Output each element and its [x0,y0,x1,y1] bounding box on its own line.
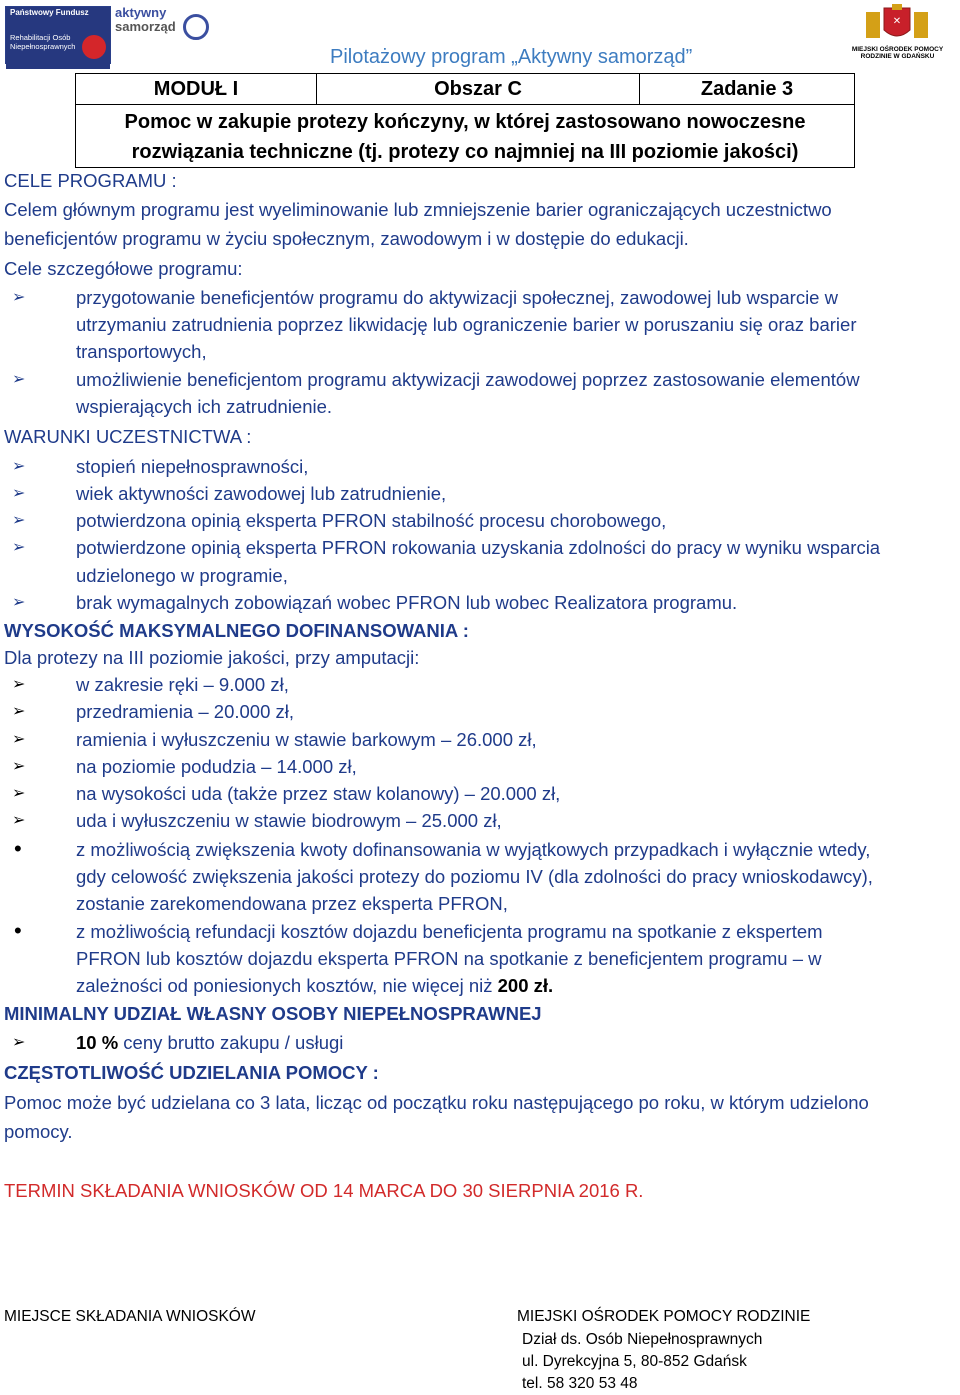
list-item: stopień niepełnosprawności, [76,456,309,477]
list-item: przygotowanie beneficjentów programu do aktywizacji społecznej, zawodowej lub wsparcie w [76,287,838,308]
modul-cell: MODUŁ I [76,74,317,105]
dot-bullet-icon: • [14,918,22,943]
pfron-emblem-icon [82,35,106,59]
list-item: wspierających ich zatrudnienie. [76,396,333,417]
program-title: Pilotażowy program „Aktywny samorząd” [330,46,693,68]
arrow-bullet-icon: ➢ [12,1034,26,1051]
arrow-bullet-icon: ➢ [12,594,26,611]
dofinansowanie-intro: Dla protezy na III poziomie jakości, przy amputacji: [4,647,420,668]
czestotliwosc-text: pomocy. [4,1121,73,1142]
list-item: ramienia i wyłuszczeniu w stawie barkowym – 26.000 zł, [76,729,537,750]
list-item: zostanie zarekomendowana przez eksperta PFRON, [76,893,508,914]
list-item: uda i wyłuszczeniu w stawie biodrowym – 25.000 zł, [76,810,502,831]
list-item: wiek aktywności zawodowej lub zatrudnienie, [76,483,447,504]
list-item: potwierdzona opinią eksperta PFRON stabilność procesu chorobowego, [76,510,667,531]
logo-word: samorząd [115,19,176,34]
czestotliwosc-text: Pomoc może być udzielana co 3 lata, licząc od początku roku następującego po roku, w którym udzielono [4,1092,869,1113]
list-item: 10 % ceny brutto zakupu / usługi [76,1032,344,1053]
zadanie-cell: Zadanie 3 [640,74,855,105]
dofinansowanie-heading: WYSOKOŚĆ MAKSYMALNEGO DOFINANSOWANIA : [4,620,469,641]
footer-phone: tel. 58 320 53 48 [522,1375,638,1392]
list-item: zależności od poniesionych kosztów, nie więcej niż 200 zł. [76,975,554,996]
list-item: brak wymagalnych zobowiązań wobec PFRON lub wobec Realizatora programu. [76,592,738,613]
arrow-bullet-icon: ➢ [12,758,26,775]
warunki-heading: WARUNKI UCZESTNICTWA : [4,426,252,447]
pfron-logo-line: Niepełnosprawnych [10,42,76,51]
list-item: utrzymaniu zatrudnienia poprzez likwidację lub ograniczenie barier w poruszaniu się oraz barier [76,314,857,335]
arrow-bullet-icon: ➢ [12,731,26,748]
list-item: umożliwienie beneficjentom programu aktywizacji zawodowej poprzez zastosowanie elementów [76,369,860,390]
arrow-bullet-icon: ➢ [12,485,26,502]
pfron-logo [5,6,111,64]
cele-main-text: beneficjentów programu w życiu społecznym, zawodowym i w dostępie do edukacji. [4,228,689,249]
list-item: na poziomie podudzia – 14.000 zł, [76,756,357,777]
header [0,0,960,70]
gdansk-crest-icon [862,4,932,44]
refund-limit: 200 zł. [497,975,554,996]
udzial-percent: 10 % [76,1032,119,1053]
pfron-logo-line: Rehabilitacji Osób [10,33,71,42]
arrow-bullet-icon: ➢ [12,785,26,802]
list-item: transportowych, [76,341,207,362]
svg-text:✕: ✕ [892,16,902,27]
cele-main-text: Celem głównym programu jest wyeliminowanie lub zmniejszenie barier ograniczających uczestnictwo [4,199,832,220]
arrow-bullet-icon: ➢ [12,512,26,529]
dot-bullet-icon: • [14,836,22,861]
udzial-heading: MINIMALNY UDZIAŁ WŁASNY OSOBY NIEPEŁNOSPRAWNEJ [4,1003,542,1024]
list-item: z możliwością zwiększenia kwoty dofinansowania w wyjątkowych przypadkach i wyłącznie wtedy, [76,839,871,860]
deadline-text: TERMIN SKŁADANIA WNIOSKÓW OD 14 MARCA DO 30 SIERPNIA 2016 R. [4,1180,644,1201]
arrow-bullet-icon: ➢ [12,812,26,829]
task-description: Pomoc w zakupie protezy kończyny, w której zastosowano nowoczesne rozwiązania techniczne (tj. protezy co najmniej na III poziomie jakości) [76,105,855,168]
list-item: przedramienia – 20.000 zł, [76,701,295,722]
cele-detail-heading: Cele szczegółowe programu: [4,258,243,279]
list-item: PFRON lub kosztów dojazdu eksperta PFRON na spotkanie z beneficjentem programu – w [76,948,822,969]
footer-address: ul. Dyrekcyjna 5, 80-852 Gdańsk [522,1353,747,1370]
list-item: udzielonego w programie, [76,565,288,586]
arrow-bullet-icon: ➢ [12,289,26,306]
arrow-bullet-icon: ➢ [12,458,26,475]
obszar-cell: Obszar C [317,74,640,105]
logo-word: aktywny [115,5,167,20]
czestotliwosc-heading: CZĘSTOTLIWOŚĆ UDZIELANIA POMOCY : [4,1062,379,1083]
list-item: na wysokości uda (także przez staw kolanowy) – 20.000 zł, [76,783,561,804]
arrow-bullet-icon: ➢ [12,539,26,556]
arrow-bullet-icon: ➢ [12,371,26,388]
list-item: gdy celowość zwiększenia jakości protezy do poziomu IV (dla zdolności do pracy wnioskodawcy), [76,866,873,887]
arrow-bullet-icon: ➢ [12,703,26,720]
list-item: potwierdzone opinią eksperta PFRON rokowania uzyskania zdolności do pracy w wyniku wsparcia [76,537,881,558]
aktywny-samorzad-logo [115,6,215,64]
pfron-logo-line: Państwowy Fundusz [6,7,110,31]
footer-left-label: MIEJSCE SKŁADANIA WNIOSKÓW [4,1308,256,1325]
mopr-logo [840,4,955,60]
program-header-table [75,73,855,168]
list-item: w zakresie ręki – 9.000 zł, [76,674,289,695]
list-item: z możliwością refundacji kosztów dojazdu beneficjenta programu na spotkanie z ekspertem [76,921,823,942]
footer-institution: MIEJSKI OŚRODEK POMOCY RODZINIE [517,1308,811,1325]
arrow-bullet-icon: ➢ [12,676,26,693]
wheelchair-icon [183,14,209,40]
footer-department: Dział ds. Osób Niepełnosprawnych [522,1331,763,1348]
mopr-logo-text: MIEJSKI OŚRODEK POMOCY RODZINIE W GDAŃSKU [851,46,944,60]
cele-heading: CELE PROGRAMU : [4,170,177,191]
